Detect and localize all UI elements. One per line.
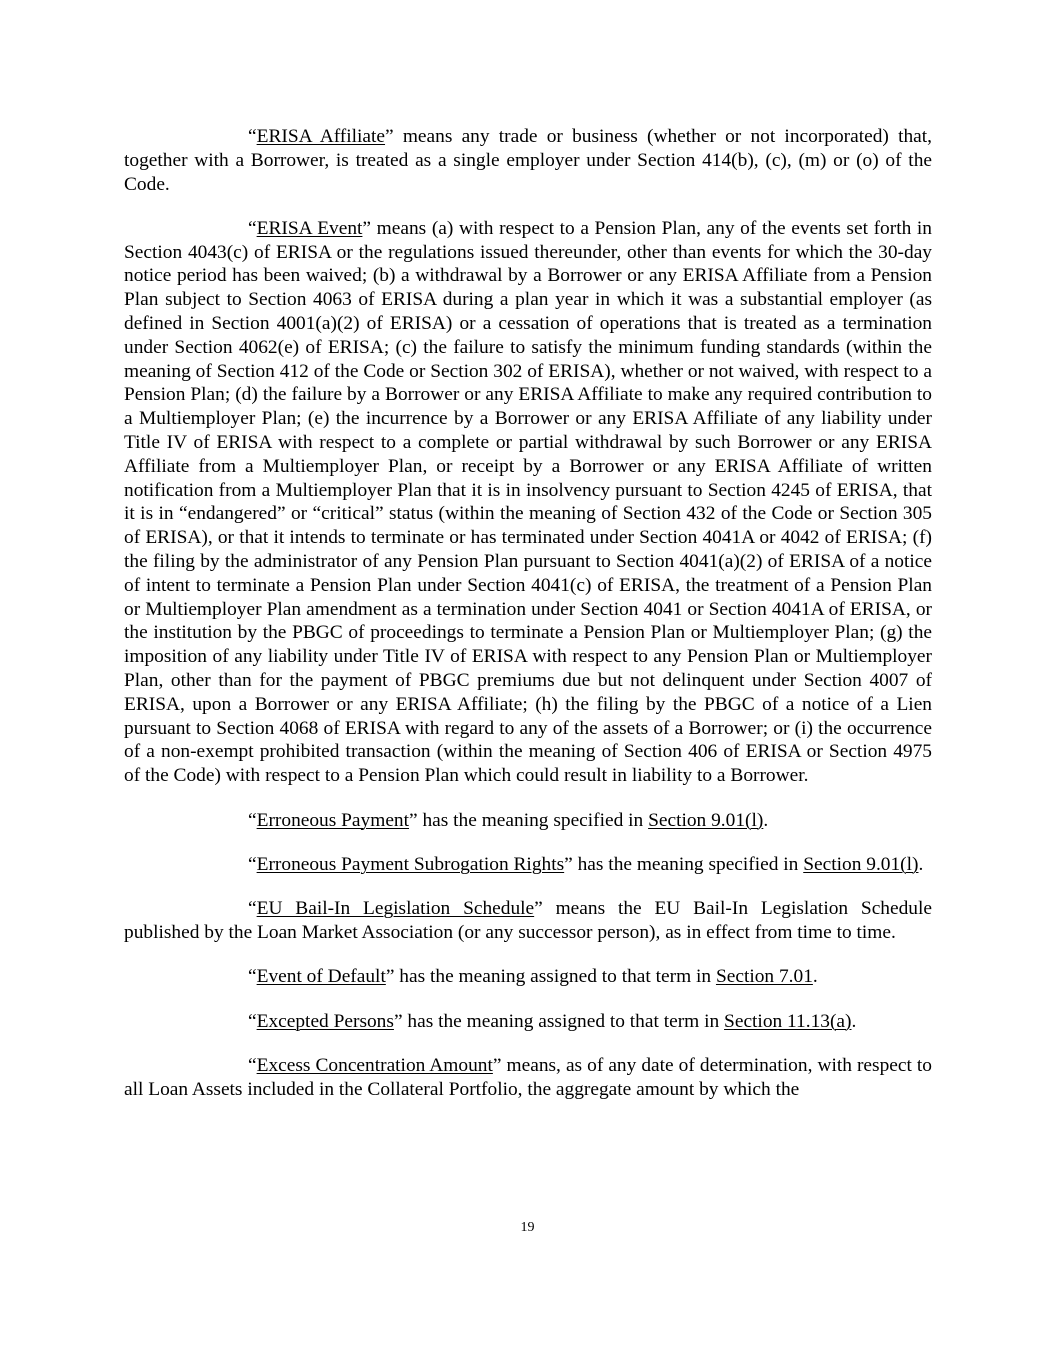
sentence-end: . — [763, 809, 769, 831]
sentence-end: . — [812, 966, 818, 988]
close-quote: ” — [492, 1054, 502, 1076]
open-quote: “ — [248, 853, 257, 875]
section-reference: Section 9.01(l) — [803, 853, 919, 875]
defined-term: Excepted Persons — [256, 1010, 394, 1032]
close-quote: ” — [385, 966, 395, 988]
definition-erroneous-payment — [124, 809, 932, 833]
definition-excess-concentration-amount — [124, 1054, 932, 1102]
close-quote: ” — [393, 1010, 403, 1032]
definition-text: means, as of any date of determination, with respect to all Loan Assets included in the Collateral Portfolio, the aggregate amount by which the — [124, 1054, 932, 1100]
open-quote: “ — [248, 898, 257, 920]
defined-term: EU Bail-In Legislation Schedule — [256, 898, 535, 920]
definition-erroneous-payment-subrogation-rights — [124, 853, 932, 877]
section-reference: Section 11.13(a) — [724, 1010, 852, 1032]
definition-text: means any trade or business (whether or not incorporated) that, together with a Borrower, is treated as a single employer under Section 414(b), (c), (m) or (o) of the Code. — [124, 126, 933, 195]
definitions-section — [124, 125, 932, 1122]
definition-text: has the meaning assigned to that term in — [394, 966, 716, 988]
definition-text: has the meaning specified in — [417, 809, 649, 831]
defined-term: ERISA Affiliate — [256, 126, 386, 147]
close-quote: ” — [564, 853, 573, 875]
defined-term: ERISA Event — [256, 217, 363, 239]
open-quote: “ — [248, 1054, 257, 1076]
open-quote: “ — [248, 966, 257, 988]
defined-term: Excess Concentration Amount — [256, 1054, 493, 1076]
definition-excepted-persons — [124, 1010, 932, 1034]
definition-eu-bail-in-legislation-schedule — [124, 897, 932, 945]
defined-term: Erroneous Payment — [256, 809, 410, 831]
section-reference: Section 9.01(l) — [648, 809, 764, 831]
definition-text: has the meaning assigned to that term in — [402, 1010, 725, 1032]
close-quote: ” — [385, 126, 394, 147]
open-quote: “ — [248, 1010, 257, 1032]
close-quote: ” — [534, 898, 543, 920]
section-reference: Section 7.01 — [715, 966, 813, 988]
defined-term: Event of Default — [256, 966, 386, 988]
definition-event-of-default — [124, 965, 932, 989]
definition-text: means (a) with respect to a Pension Plan, any of the events set forth in Section 4043(c) of ERISA or the regulations issued thereunder, other than events for which the 30-day notice period has been waived; (b) a withdrawal by a Borrower or any ERISA Affiliate from a Pension Plan subject to Section 4063 of ERISA during a plan year in which it was a substantial employer (as defined in Section 4001(a)(2) of ERISA) or a cessation of operations that is treated as a termination under Section 4062(e) of ERISA; (c) the failure to satisfy the minimum funding standards (within the meaning of Section 412 of the Code or Section 302 of ERISA), whether or not waived, with respect to a Pension Plan; (d) the failure by a Borrower or any ERISA Affiliate to make any required contribution to a Multiemployer Plan; (e) the incurrence by a Borrower or any ERISA Affiliate of any liability under Title IV of ERISA with respect to a complete or partial withdrawal by such Borrower or any ERISA Affiliate from a Multiemployer Plan, or receipt by a Borrower or any ERISA Affiliate of written notification from a Multiemployer Plan that it is in insolvency pursuant to Section 4245 of ERISA, that it is in “endangered” or “critical” status (within the meaning of Section 432 of the Code or Section 305 of ERISA), or that it intends to terminate or has terminated under Section 4041A or 4042 of ERISA; (f) the filing by the administrator of any Pension Plan pursuant to Section 4041(a)(2) of ERISA of a notice of intent to terminate a Pension Plan under Section 4041(c) of ERISA, the treatment of a Pension Plan or Multiemployer Plan amendment as a termination under Section 4041 or Section 4041A of ERISA, or the institution by the PBGC of proceedings to terminate a Pension Plan or Multiemployer Plan; (g) the imposition of any liability under Title IV of ERISA with respect to any Pension Plan or Multiemployer Plan, other than for the payment of PBGC premiums due but not delinquent under Section 4007 of ERISA, upon a Borrower or any ERISA Affiliate; (h) the filing by the PBGC of a notice of a Lien pursuant to Section 4068 of ERISA with regard to any of the assets of a Borrower; or (i) the occurrence of a non-exempt prohibited transaction (within the meaning of Section 406 of ERISA or Section 4975 of the Code) with respect to a Pension Plan which could result in liability to a Borrower. — [124, 217, 932, 787]
open-quote: “ — [248, 126, 257, 147]
definition-text: has the meaning specified in — [572, 853, 804, 875]
sentence-end: . — [851, 1010, 857, 1032]
close-quote: ” — [362, 217, 372, 239]
close-quote: ” — [409, 809, 418, 831]
definition-text: means the EU Bail-In Legislation Schedule published by the Loan Market Association (or any successor person), as in effect from time to time. — [124, 898, 932, 943]
sentence-end: . — [918, 853, 924, 875]
definition-erisa-event — [124, 217, 932, 788]
defined-term: Erroneous Payment Subrogation Rights — [256, 853, 565, 875]
page-number: 19 — [520, 1220, 535, 1235]
open-quote: “ — [248, 809, 257, 831]
definition-erisa-affiliate — [124, 125, 932, 196]
open-quote: “ — [248, 217, 257, 239]
